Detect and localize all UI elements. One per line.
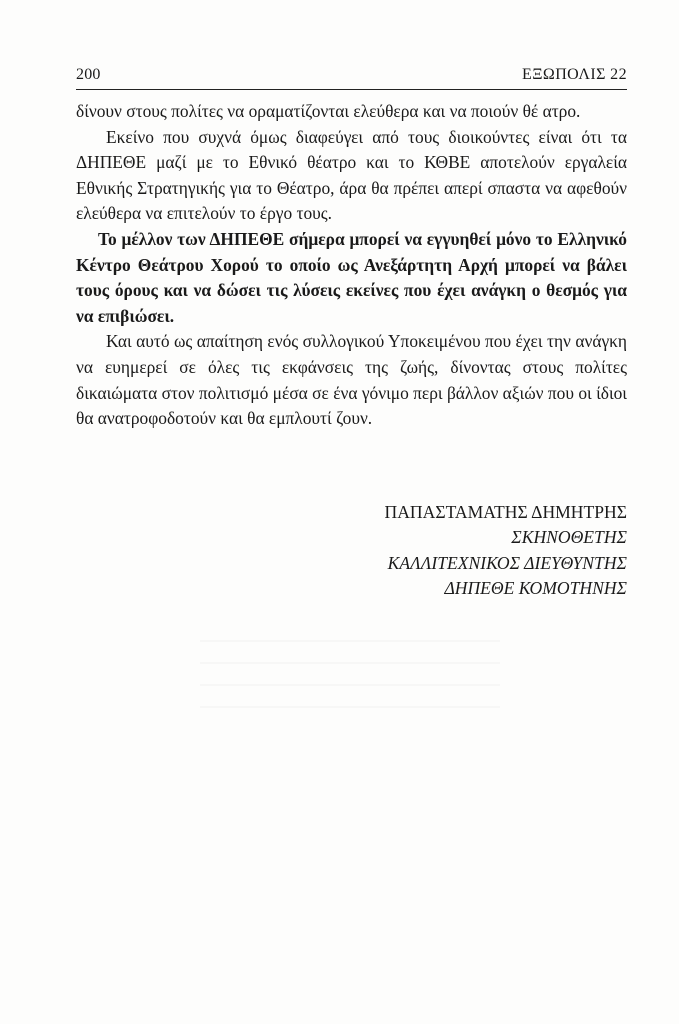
text-line: δίνουν στους πολίτες να οραματίζονται ελεύθερα και να ποιούν θέ <box>76 101 539 121</box>
text-line: Το μέλλον των ΔΗΠΕΘΕ σήμερα μπορεί να εγγυηθεί μόνο το <box>98 228 558 249</box>
text-line: ότι τα ΔΗΠΕΘΕ μαζί με το Εθνικό θέατρο και το ΚΘΒΕ αποτελούν <box>76 126 628 173</box>
signature-block <box>385 500 628 602</box>
text-line: εργαλεία Εθνικής Στρατηγικής για το Θέατρο, άρα θα πρέπει απερί <box>76 152 627 198</box>
text-line: Εκείνο που συχνά όμως διαφεύγει από τους διοικούντες είναι <box>106 126 582 147</box>
show-through-texture <box>200 640 500 720</box>
signatory-name: ΠΑΠΑΣΤΑΜΑΤΗΣ ΔΗΜΗΤΡΗΣ <box>384 502 627 522</box>
text-line: βάλλον αξιών που οι ίδιοι θα ανατροφοδοτούν και θα εμπλουτί <box>76 382 627 429</box>
text-line: ατρο. <box>542 101 581 121</box>
running-title: ΕΞΩΠΟΛΙΣ 22 <box>522 66 627 83</box>
text-line: μπορεί να βάλει τους όρους και να δώσει τις λύσεις εκείνες που <box>76 254 627 301</box>
signatory-organization: ΔΗΠΕΘΕ ΚΟΜΟΤΗΝΗΣ <box>444 578 627 599</box>
text-line: στους πολίτες δικαιώματα στον πολιτισμό μέσα σε ένα γόνιμο περι <box>76 356 628 403</box>
signatory-role-director: ΣΚΗΝΟΘΕΤΗΣ <box>511 527 627 548</box>
text-line: την ανάγκη να ευημερεί σε όλες τις εκφάνσεις της ζωής, δίνοντας <box>76 331 627 377</box>
text-line: Ελληνικό Κέντρο Θεάτρου Χορού το οποίο ως Ανεξάρτητη Αρχή <box>76 228 627 275</box>
page-header <box>76 66 627 88</box>
page-number: 200 <box>76 66 101 83</box>
header-rule <box>76 89 627 90</box>
paragraph-3-bold <box>76 227 627 329</box>
text-line: σπαστα να αφεθούν ελεύθερα να επιτελούν το έργο τους. <box>76 177 627 224</box>
paragraph-1 <box>76 99 627 125</box>
signatory-role-artistic-director: ΚΑΛΛΙΤΕΧΝΙΚΟΣ ΔΙΕΥΘΥΝΤΗΣ <box>387 552 627 573</box>
paragraph-4 <box>76 329 627 431</box>
text-line: Και αυτό ως απαίτηση ενός συλλογικού Υποκειμένου που έχει <box>106 331 547 352</box>
text-line: έχει ανάγκη ο θεσμός για να επιβιώσει. <box>76 280 628 326</box>
article-body <box>76 99 627 432</box>
text-line: ζουν. <box>336 408 373 429</box>
paragraph-2 <box>76 125 627 227</box>
